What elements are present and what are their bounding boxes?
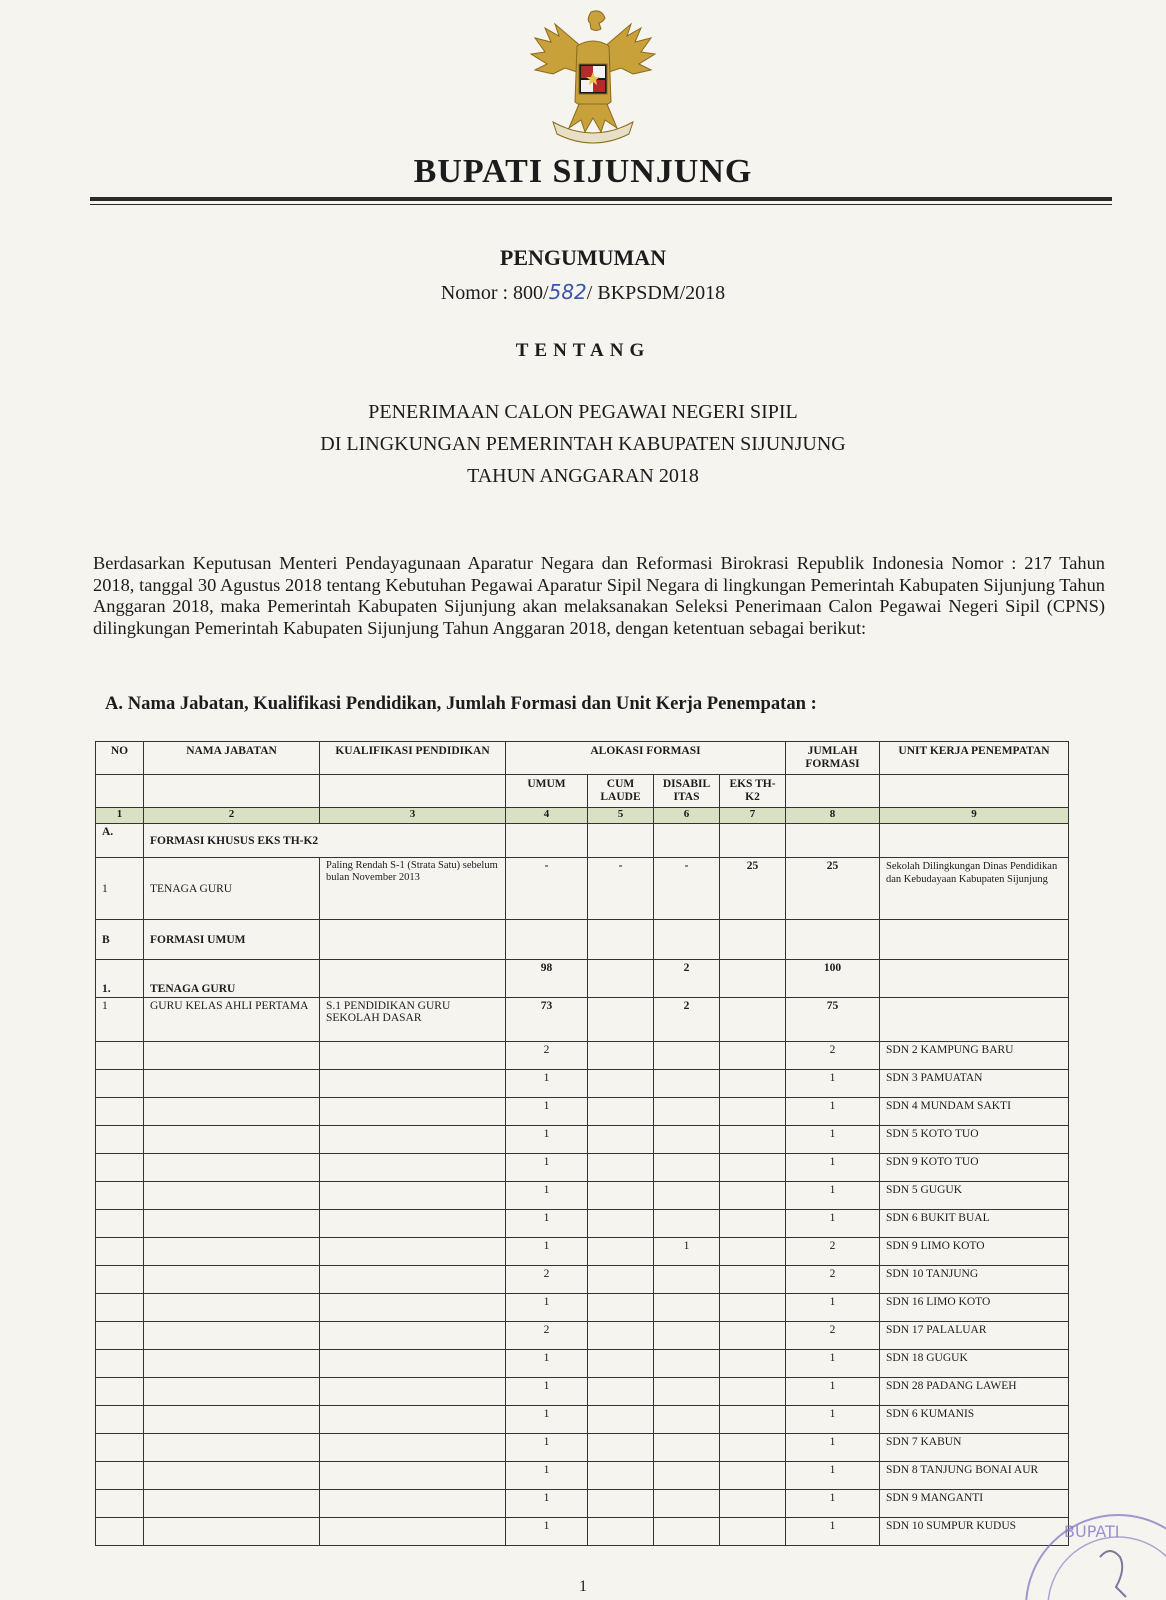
cell-unit: SDN 10 TANJUNG	[880, 1266, 1069, 1294]
cell-cum-laude	[588, 1350, 654, 1378]
cell-kualifikasi	[320, 1434, 506, 1462]
table-row	[96, 1042, 1069, 1070]
table-row	[96, 1238, 1069, 1266]
cell-no	[96, 1098, 144, 1126]
cell-disabilitas	[654, 1378, 720, 1406]
cell-nama	[144, 1406, 320, 1434]
cell-cum-laude	[588, 1434, 654, 1462]
table-row	[96, 1378, 1069, 1406]
cell-cum-laude	[588, 1238, 654, 1266]
table-row	[96, 1490, 1069, 1518]
cell-jumlah: 2	[786, 1266, 880, 1294]
cell-nama: TENAGA GURU	[144, 960, 320, 998]
cell-nama: TENAGA GURU	[144, 858, 320, 920]
cell-kualifikasi	[320, 1126, 506, 1154]
cell-eks	[720, 1462, 786, 1490]
cell-eks	[720, 1490, 786, 1518]
section-b-label: FORMASI UMUM	[144, 920, 320, 960]
cell-eks	[720, 1378, 786, 1406]
table-row	[96, 1350, 1069, 1378]
section-row-b	[96, 920, 1069, 960]
col-number: 8	[786, 808, 880, 824]
col-number: 9	[880, 808, 1069, 824]
cell-umum: 1	[506, 1350, 588, 1378]
cell-disabilitas	[654, 1042, 720, 1070]
cell-kualifikasi	[320, 1406, 506, 1434]
section-a-title: A. Nama Jabatan, Kualifikasi Pendidikan, Jumlah Formasi dan Unit Kerja Penempatan :	[105, 693, 817, 714]
cell-cum-laude	[588, 1406, 654, 1434]
cell-jumlah: 1	[786, 1518, 880, 1546]
cell-unit: SDN 10 SUMPUR KUDUS	[880, 1518, 1069, 1546]
document-title: BUPATI SIJUNJUNG	[413, 153, 753, 190]
cell-unit: SDN 2 KAMPUNG BARU	[880, 1042, 1069, 1070]
cell-no	[96, 1322, 144, 1350]
cell-kualifikasi	[320, 1266, 506, 1294]
cell-cum-laude	[588, 1322, 654, 1350]
cell-jumlah: 1	[786, 1294, 880, 1322]
body-paragraph: Berdasarkan Keputusan Menteri Pendayagunaan Aparatur Negara dan Reformasi Birokrasi Republik Indonesia Nomor : 217 Tahun 2018, tanggal 30 Agustus 2018 tentang Kebutuhan Pegawai Aparatur Sipil Negara di lingkungan Pemerintah Kabupaten Sijunjung Tahun Anggaran 2018, maka Pemerintah Kabupaten Sijunjung akan melaksanakan Seleksi Penerimaan Calon Pegawai Negeri Sipil (CPNS) dilingkungan Pemerintah Kabupaten Sijunjung Tahun Anggaran 2018, dengan ketentuan sebagai berikut:	[93, 553, 1105, 638]
cell-disabilitas: 2	[654, 960, 720, 998]
cell-disabilitas: -	[654, 858, 720, 920]
cell-umum: 1	[506, 1238, 588, 1266]
cell-kualifikasi	[320, 1294, 506, 1322]
school-rows	[96, 1042, 1069, 1546]
cell-unit: SDN 5 GUGUK	[880, 1182, 1069, 1210]
table-row	[96, 1518, 1069, 1546]
cell-disabilitas	[654, 1154, 720, 1182]
table-row	[96, 1210, 1069, 1238]
cell-unit: SDN 6 KUMANIS	[880, 1406, 1069, 1434]
cell-cum-laude	[588, 1042, 654, 1070]
cell-jumlah: 1	[786, 1182, 880, 1210]
cell-jumlah: 2	[786, 1042, 880, 1070]
cell-unit: SDN 3 PAMUATAN	[880, 1070, 1069, 1098]
cell-kualifikasi	[320, 1098, 506, 1126]
formation-table	[95, 741, 1069, 1546]
cell-nama: GURU KELAS AHLI PERTAMA	[144, 998, 320, 1042]
cell-disabilitas: 1	[654, 1238, 720, 1266]
cell-umum: 1	[506, 1154, 588, 1182]
cell-no	[96, 1378, 144, 1406]
table-row	[96, 1322, 1069, 1350]
col-number: 5	[588, 808, 654, 824]
cell-cum-laude	[588, 1182, 654, 1210]
cell-jumlah: 75	[786, 998, 880, 1042]
cell-nama	[144, 1238, 320, 1266]
cell-kualifikasi	[320, 1154, 506, 1182]
cell-disabilitas	[654, 1518, 720, 1546]
header-nama-jabatan: NAMA JABATAN	[144, 742, 320, 775]
cell-eks	[720, 1266, 786, 1294]
cell-eks	[720, 1154, 786, 1182]
section-b-no: B	[96, 920, 144, 960]
cell-eks	[720, 1070, 786, 1098]
table-row	[96, 1294, 1069, 1322]
cell-kualifikasi	[320, 1210, 506, 1238]
cell-umum: 98	[506, 960, 588, 998]
cell-no	[96, 1434, 144, 1462]
section-row-a	[96, 824, 1069, 858]
table-row	[96, 1406, 1069, 1434]
col-number: 7	[720, 808, 786, 824]
subject-line-2: DI LINGKUNGAN PEMERINTAH KABUPATEN SIJUNJUNG	[320, 433, 846, 455]
cell-eks	[720, 1210, 786, 1238]
cell-cum-laude	[588, 1070, 654, 1098]
cell-unit: SDN 28 PADANG LAWEH	[880, 1378, 1069, 1406]
cell-jumlah: 100	[786, 960, 880, 998]
subject-line-1: PENERIMAAN CALON PEGAWAI NEGERI SIPIL	[368, 401, 798, 423]
cell-disabilitas: 2	[654, 998, 720, 1042]
cell-eks	[720, 1350, 786, 1378]
cell-kualifikasi	[320, 1322, 506, 1350]
cell-disabilitas	[654, 1098, 720, 1126]
cell-umum: 2	[506, 1042, 588, 1070]
cell-no	[96, 1406, 144, 1434]
cell-cum-laude	[588, 1294, 654, 1322]
table-row	[96, 1098, 1069, 1126]
header-umum: UMUM	[506, 775, 588, 808]
page-number: 1	[579, 1578, 587, 1595]
nomor-prefix: Nomor : 800/	[440, 282, 549, 304]
cell-eks: 25	[720, 858, 786, 920]
cell-no	[96, 1042, 144, 1070]
cell-eks	[720, 1098, 786, 1126]
cell-no	[96, 1266, 144, 1294]
cell-cum-laude	[588, 1266, 654, 1294]
header-no: NO	[96, 742, 144, 775]
cell-unit: SDN 7 KABUN	[880, 1434, 1069, 1462]
cell-kualifikasi	[320, 1462, 506, 1490]
cell-kualifikasi	[320, 1070, 506, 1098]
col-number: 6	[654, 808, 720, 824]
cell-no: 1.	[96, 960, 144, 998]
cell-unit: SDN 4 MUNDAM SAKTI	[880, 1098, 1069, 1126]
cell-eks	[720, 1434, 786, 1462]
header-unit-kerja: UNIT KERJA PENEMPATAN	[880, 742, 1069, 775]
cell-eks	[720, 1042, 786, 1070]
cell-disabilitas	[654, 1406, 720, 1434]
cell-jumlah: 1	[786, 1378, 880, 1406]
cell-umum: 1	[506, 1182, 588, 1210]
garuda-emblem-icon	[525, 6, 661, 146]
cell-disabilitas	[654, 1350, 720, 1378]
cell-unit: SDN 6 BUKIT BUAL	[880, 1210, 1069, 1238]
cell-nama	[144, 1098, 320, 1126]
cell-kualifikasi	[320, 1182, 506, 1210]
column-number-row	[96, 808, 1069, 824]
section-a-no: A.	[96, 824, 144, 858]
cell-umum: 1	[506, 1378, 588, 1406]
cell-umum: 1	[506, 1406, 588, 1434]
cell-cum-laude	[588, 1518, 654, 1546]
table-subheader-row	[96, 775, 1069, 808]
table-row-guru-kelas	[96, 998, 1069, 1042]
cell-no	[96, 1070, 144, 1098]
table-row	[96, 1266, 1069, 1294]
cell-unit: SDN 17 PALALUAR	[880, 1322, 1069, 1350]
cell-nama	[144, 1434, 320, 1462]
cell-unit: SDN 8 TANJUNG BONAI AUR	[880, 1462, 1069, 1490]
cell-jumlah: 1	[786, 1154, 880, 1182]
cell-jumlah: 1	[786, 1462, 880, 1490]
cell-disabilitas	[654, 1322, 720, 1350]
nomor-suffix: / BKPSDM/2018	[586, 282, 726, 304]
cell-kualifikasi: S.1 PENDIDIKAN GURU SEKOLAH DASAR	[320, 998, 506, 1042]
cell-cum-laude	[588, 1126, 654, 1154]
cell-cum-laude	[588, 1462, 654, 1490]
cell-kualifikasi	[320, 1490, 506, 1518]
cell-jumlah: 2	[786, 1238, 880, 1266]
cell-kualifikasi: Paling Rendah S-1 (Strata Satu) sebelum bulan November 2013	[320, 858, 506, 920]
nomor-handwritten: 582	[548, 280, 587, 304]
cell-disabilitas	[654, 1266, 720, 1294]
cell-eks	[720, 1518, 786, 1546]
header-jumlah: JUMLAH FORMASI	[786, 742, 880, 775]
cell-no	[96, 1294, 144, 1322]
cell-unit: SDN 18 GUGUK	[880, 1350, 1069, 1378]
cell-disabilitas	[654, 1294, 720, 1322]
cell-unit: SDN 9 MANGANTI	[880, 1490, 1069, 1518]
header-cum-laude: CUM LAUDE	[588, 775, 654, 808]
cell-kualifikasi	[320, 1518, 506, 1546]
cell-umum: 1	[506, 1462, 588, 1490]
cell-cum-laude: -	[588, 858, 654, 920]
cell-eks	[720, 1294, 786, 1322]
table-row	[96, 1126, 1069, 1154]
official-stamp-icon	[1008, 1497, 1166, 1600]
cell-cum-laude	[588, 1210, 654, 1238]
cell-nama	[144, 1042, 320, 1070]
cell-kualifikasi	[320, 1238, 506, 1266]
cell-jumlah: 1	[786, 1434, 880, 1462]
cell-eks	[720, 1322, 786, 1350]
cell-disabilitas	[654, 1182, 720, 1210]
cell-eks	[720, 1126, 786, 1154]
cell-kualifikasi	[320, 1350, 506, 1378]
cell-jumlah: 2	[786, 1322, 880, 1350]
table-row	[96, 1154, 1069, 1182]
table-row	[96, 1462, 1069, 1490]
cell-eks	[720, 1406, 786, 1434]
cell-disabilitas	[654, 1490, 720, 1518]
col-number: 1	[96, 808, 144, 824]
cell-jumlah: 1	[786, 1406, 880, 1434]
cell-umum: 1	[506, 1518, 588, 1546]
cell-umum: 1	[506, 1210, 588, 1238]
cell-no: 1	[96, 858, 144, 920]
cell-unit: Sekolah Dilingkungan Dinas Pendidikan dan Kebudayaan Kabupaten Sijunjung	[880, 858, 1069, 920]
cell-no	[96, 1238, 144, 1266]
cell-umum: 1	[506, 1434, 588, 1462]
cell-nama	[144, 1378, 320, 1406]
table-row	[96, 1434, 1069, 1462]
cell-nama	[144, 1350, 320, 1378]
cell-kualifikasi	[320, 1042, 506, 1070]
cell-cum-laude	[588, 1098, 654, 1126]
cell-nama	[144, 1266, 320, 1294]
cell-no: 1	[96, 998, 144, 1042]
cell-nama	[144, 1210, 320, 1238]
header-rule-thick	[90, 197, 1112, 201]
cell-jumlah: 1	[786, 1098, 880, 1126]
cell-nama	[144, 1154, 320, 1182]
cell-nama	[144, 1462, 320, 1490]
cell-jumlah: 1	[786, 1350, 880, 1378]
cell-jumlah: 1	[786, 1490, 880, 1518]
cell-nama	[144, 1518, 320, 1546]
cell-unit: SDN 5 KOTO TUO	[880, 1126, 1069, 1154]
col-number: 2	[144, 808, 320, 824]
cell-disabilitas	[654, 1070, 720, 1098]
cell-umum: 1	[506, 1070, 588, 1098]
table-row-tenaga-guru	[96, 960, 1069, 998]
header-eks-th-k2: EKS TH- K2	[720, 775, 786, 808]
cell-no	[96, 1350, 144, 1378]
header-rule-thin	[90, 204, 1112, 205]
cell-nama	[144, 1070, 320, 1098]
cell-umum: 1	[506, 1490, 588, 1518]
cell-umum: 2	[506, 1266, 588, 1294]
cell-eks	[720, 1238, 786, 1266]
cell-unit: SDN 9 KOTO TUO	[880, 1154, 1069, 1182]
cell-disabilitas	[654, 1462, 720, 1490]
table-row	[96, 1182, 1069, 1210]
subject-line-3: TAHUN ANGGARAN 2018	[467, 465, 699, 487]
cell-no	[96, 1210, 144, 1238]
header-disabilitas: DISABIL ITAS	[654, 775, 720, 808]
cell-disabilitas	[654, 1126, 720, 1154]
table-row	[96, 1070, 1069, 1098]
table-row-tenaga-guru-k2	[96, 858, 1069, 920]
cell-no	[96, 1518, 144, 1546]
section-a-label: FORMASI KHUSUS EKS TH-K2	[144, 824, 506, 858]
cell-cum-laude	[588, 1490, 654, 1518]
cell-jumlah: 1	[786, 1070, 880, 1098]
cell-umum: 1	[506, 1098, 588, 1126]
header-alokasi: ALOKASI FORMASI	[506, 742, 786, 775]
header-kualifikasi: KUALIFIKASI PENDIDIKAN	[320, 742, 506, 775]
table-header-row	[96, 742, 1069, 775]
announcement-heading: PENGUMUMAN	[499, 245, 667, 270]
cell-no	[96, 1490, 144, 1518]
cell-disabilitas	[654, 1210, 720, 1238]
cell-umum: 1	[506, 1294, 588, 1322]
cell-cum-laude	[588, 1378, 654, 1406]
cell-umum: 1	[506, 1126, 588, 1154]
cell-no	[96, 1126, 144, 1154]
cell-umum: -	[506, 858, 588, 920]
cell-no	[96, 1462, 144, 1490]
cell-umum: 2	[506, 1322, 588, 1350]
cell-umum: 73	[506, 998, 588, 1042]
cell-nama	[144, 1182, 320, 1210]
col-number: 4	[506, 808, 588, 824]
tentang-label: TENTANG	[515, 340, 651, 361]
cell-disabilitas	[654, 1434, 720, 1462]
cell-no	[96, 1154, 144, 1182]
cell-nama	[144, 1126, 320, 1154]
cell-nama	[144, 1294, 320, 1322]
stamp-text: BUPATI	[1064, 1522, 1120, 1541]
cell-jumlah: 1	[786, 1210, 880, 1238]
cell-cum-laude	[588, 1154, 654, 1182]
cell-no	[96, 1182, 144, 1210]
cell-jumlah: 25	[786, 858, 880, 920]
cell-nama	[144, 1490, 320, 1518]
cell-eks	[720, 1182, 786, 1210]
cell-jumlah: 1	[786, 1126, 880, 1154]
announcement-number	[0, 280, 1166, 305]
cell-unit: SDN 9 LIMO KOTO	[880, 1238, 1069, 1266]
col-number: 3	[320, 808, 506, 824]
cell-nama	[144, 1322, 320, 1350]
cell-kualifikasi	[320, 1378, 506, 1406]
cell-unit: SDN 16 LIMO KOTO	[880, 1294, 1069, 1322]
